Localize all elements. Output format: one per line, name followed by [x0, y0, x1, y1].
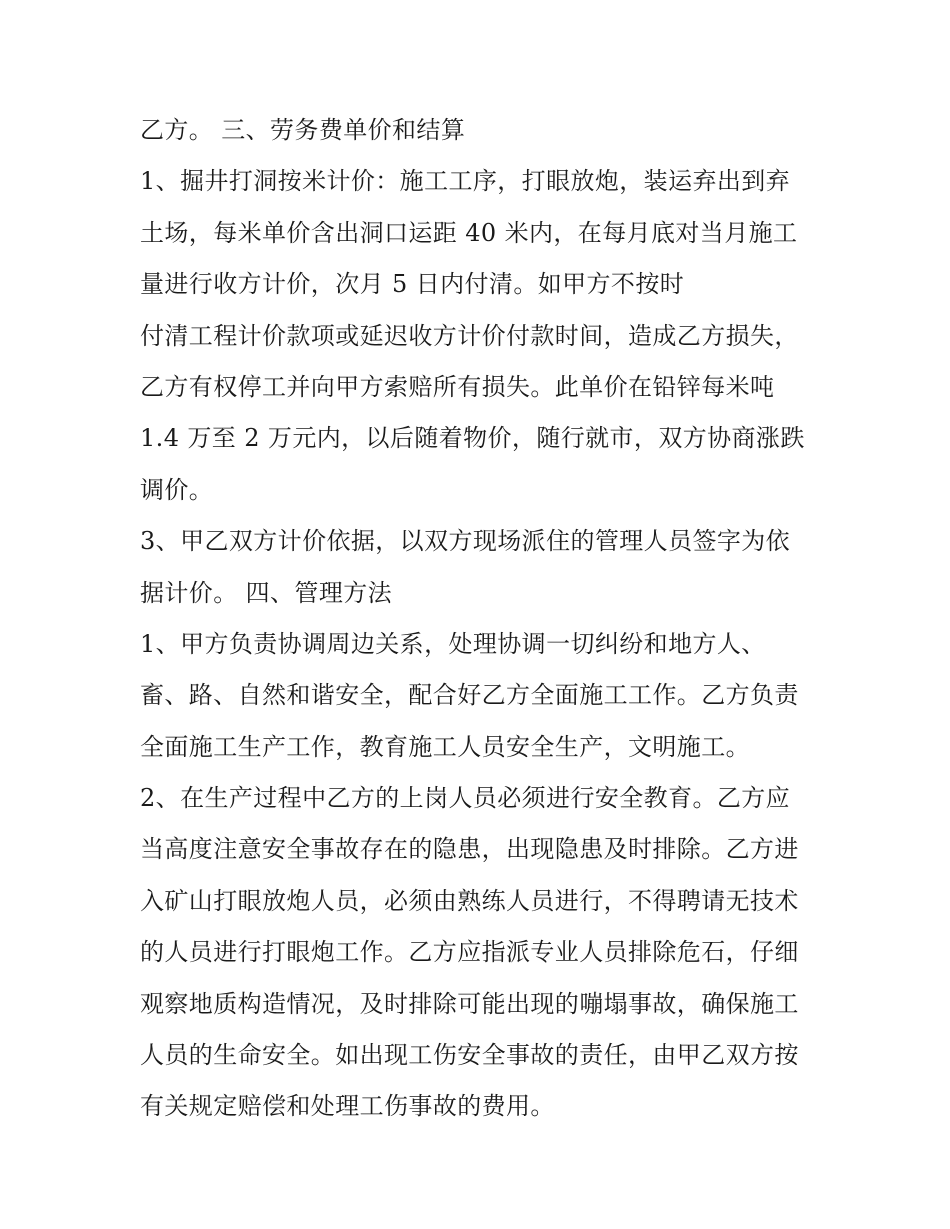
text-line: 据计价。 四、管理方法	[140, 578, 393, 607]
document-body	[140, 105, 820, 1133]
text-line: 全面施工生产工作，教育施工人员安全生产，文明施工。	[140, 732, 750, 761]
text-line: 观察地质构造情况，及时排除可能出现的嘣塌事故，确保施工	[140, 989, 799, 1018]
text-line: 付清工程计价款项或延迟收方计价付款时间，造成乙方损失，	[140, 321, 799, 350]
text-line: 1.4 万至 2 万元内，以后随着物价，随行就市，双方协商涨跌	[140, 424, 805, 453]
text-line: 有关规定赔偿和处理工伤事故的费用。	[140, 1092, 555, 1121]
text-line: 1、甲方负责协调周边关系，处理协调一切纠纷和地方人、	[140, 629, 766, 658]
text-line: 入矿山打眼放炮人员，必须由熟练人员进行，不得聘请无技术	[140, 886, 799, 915]
text-line: 人员的生命安全。如出现工伤安全事故的责任，由甲乙双方按	[140, 1041, 799, 1070]
text-line: 乙方有权停工并向甲方索赔所有损失。此单价在铅锌每米吨	[140, 372, 775, 401]
text-line: 调价。	[140, 475, 214, 504]
text-line: 畜、路、自然和谐安全，配合好乙方全面施工工作。乙方负责	[140, 681, 799, 710]
text-line: 1、掘井打洞按米计价：施工工序，打眼放炮，装运弃出到弃	[140, 167, 791, 196]
text-line: 2、在生产过程中乙方的上岗人员必须进行安全教育。乙方应	[140, 784, 791, 813]
text-line: 3、甲乙双方计价依据，以双方现场派住的管理人员签字为依	[140, 527, 791, 556]
text-line: 当高度注意安全事故存在的隐患，出现隐患及时排除。乙方进	[140, 835, 799, 864]
text-line: 乙方。 三、劳务费单价和结算	[140, 116, 466, 144]
text-line: 的人员进行打眼炮工作。乙方应指派专业人员排除危石，仔细	[140, 938, 799, 967]
text-line: 量进行收方计价，次月 5 日内付清。如甲方不按时	[140, 270, 685, 299]
text-line: 土场，每米单价含出洞口运距 40 米内，在每月底对当月施工	[140, 218, 798, 247]
